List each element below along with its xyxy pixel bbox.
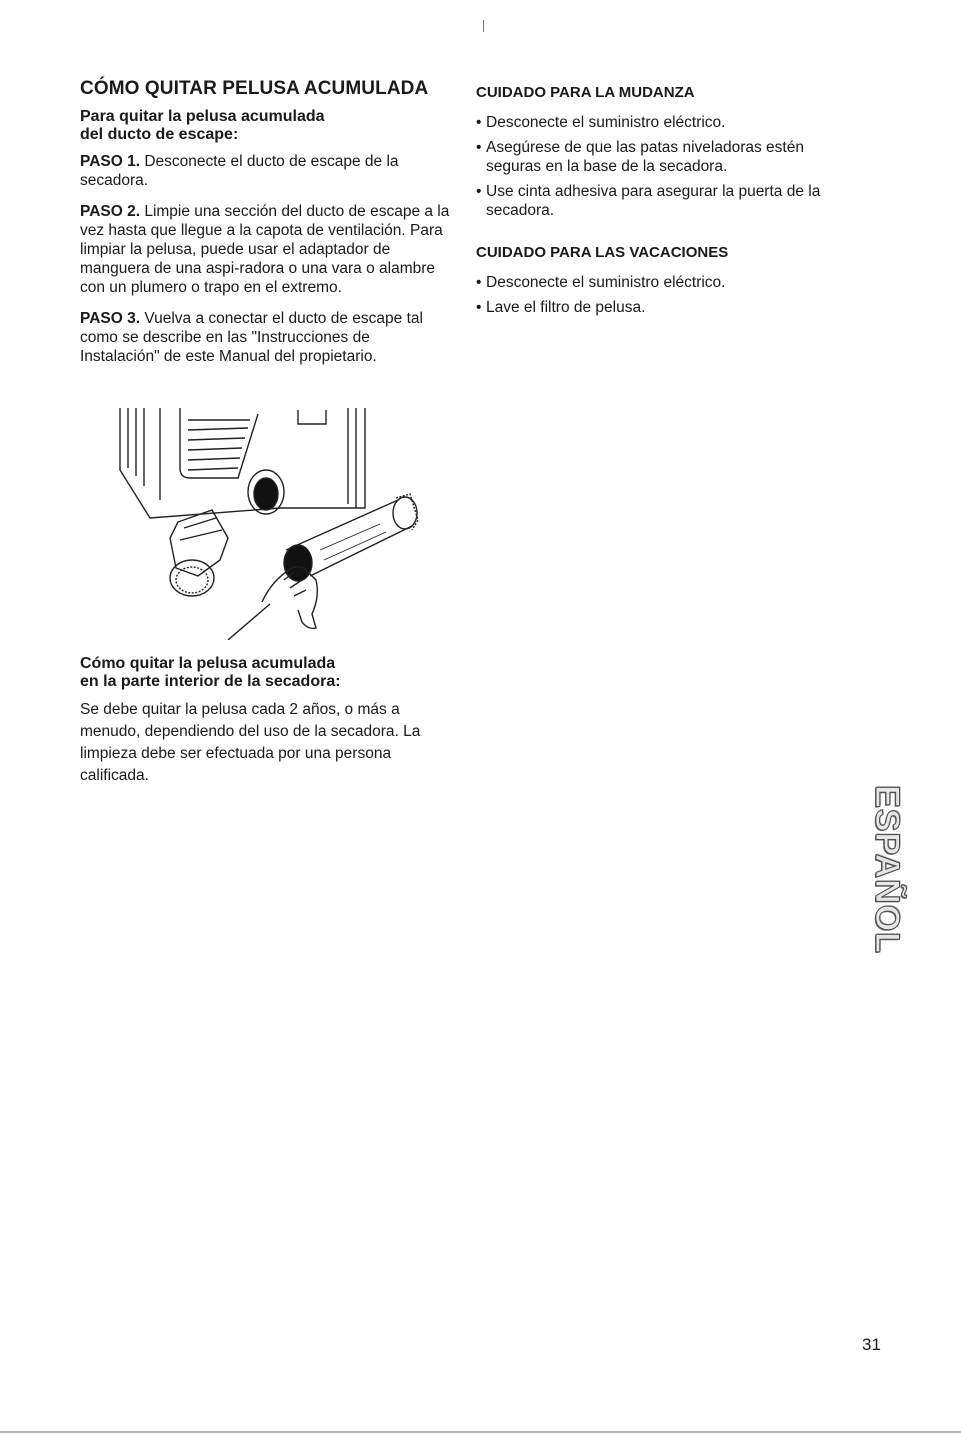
- interior-subtitle-line-1: Cómo quitar la pelusa acumulada: [80, 655, 336, 672]
- step-2-text: Limpie una sección del ducto de escape a la vez hasta que llegue a la capota de ventilación. Para limpiar la pelusa, puede usar el adaptador de manguera de una aspi-radora o una vara o alambre con un plumero o trapo en el extremo.: [80, 203, 450, 296]
- step-1-text: Desconecte el ducto de escape de la secadora.: [80, 153, 399, 189]
- interior-lint-subtitle: [80, 655, 452, 691]
- exhaust-duct-subtitle: [80, 108, 452, 144]
- list-item: • Desconecte el suministro eléctrico.: [476, 273, 856, 292]
- right-column: [476, 78, 856, 341]
- step-3: [80, 309, 452, 366]
- bottom-rule: [0, 1431, 961, 1433]
- step-3-label: PASO 3.: [80, 310, 141, 327]
- vacation-care-list: [476, 273, 856, 317]
- duct-cleaning-illustration: [80, 400, 452, 640]
- interior-subtitle-line-2: en la parte interior de la secadora:: [80, 673, 341, 690]
- exhaust-subtitle-line-1: Para quitar la pelusa acumulada: [80, 108, 325, 125]
- top-tick-mark: [483, 20, 484, 32]
- list-item: • Asegúrese de que las patas niveladoras estén seguras en la base de la secadora.: [476, 138, 856, 176]
- moving-care-title: CUIDADO PARA LA MUDANZA: [476, 84, 695, 101]
- vacation-care-title: CUIDADO PARA LAS VACACIONES: [476, 244, 729, 261]
- list-item: • Desconecte el suministro eléctrico.: [476, 113, 856, 132]
- list-item: • Use cinta adhesiva para asegurar la puerta de la secadora.: [476, 182, 856, 220]
- language-side-tab: [868, 762, 904, 976]
- step-1: [80, 152, 452, 190]
- step-2: [80, 202, 452, 297]
- step-3-text: Vuelva a conectar el ducto de escape tal como se describe en las "Instrucciones de Instalación" de este Manual del propietario.: [80, 310, 423, 365]
- page-number: 31: [862, 1335, 881, 1354]
- language-label: ESPAÑOL: [867, 784, 906, 954]
- moving-care-list: [476, 113, 856, 220]
- list-item: • Lave el filtro de pelusa.: [476, 298, 856, 317]
- step-1-label: PASO 1.: [80, 153, 141, 170]
- interior-lint-text: Se debe quitar la pelusa cada 2 años, o más a menudo, dependiendo del uso de la secadora. La limpieza debe ser efectuada por una persona calificada.: [80, 701, 421, 784]
- lint-removal-title: CÓMO QUITAR PELUSA ACUMULADA: [80, 78, 429, 99]
- left-column: [80, 78, 452, 787]
- step-2-label: PASO 2.: [80, 203, 141, 220]
- exhaust-subtitle-line-2: del ducto de escape:: [80, 126, 239, 143]
